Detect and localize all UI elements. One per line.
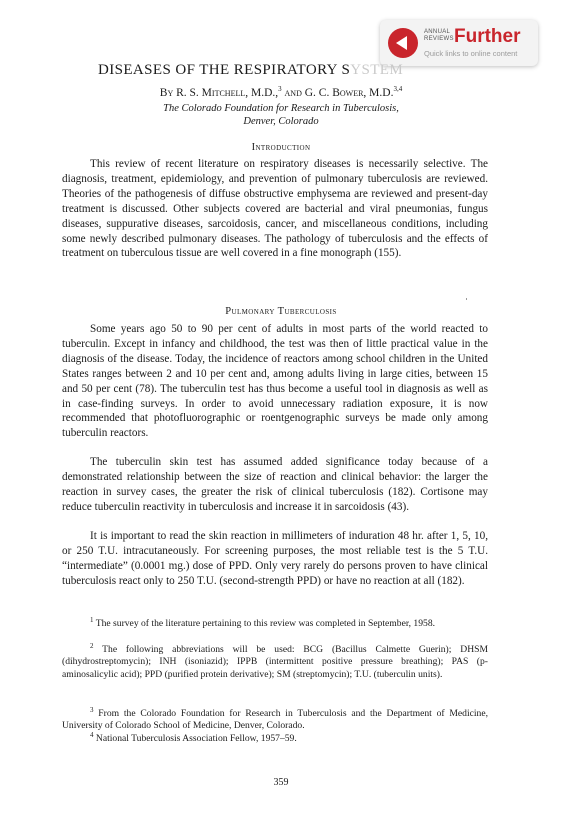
section-heading-pulmonary-tuberculosis: Pulmonary Tuberculosis [225,306,337,317]
footnote-3-number: 3 [90,705,94,714]
paragraph-tuberculin-incidence: Some years ago 50 to 90 per cent of adults in most parts of the world reacted to tuberculin. Except in infancy and childhood, the test was then of little practical value in the diagnosis of the disease. Today, the incidence of reactors among school children in the United States ranges between 2 and 10 per cent and, among adults living in large cities, between 15 and 50 per cent (78). The tuberculin test has thus become a useful tool in diagnosis as well as in case-finding surveys. In order to avoid unnecessary radiation exposure, it is now recommended that photofluorographic or roentgenographic surveys be made only among tuberculin reactors. [62,323,488,440]
annual-reviews-further-banner[interactable] [380,20,538,66]
footnote-2-number: 2 [90,641,94,650]
further-label[interactable]: Further [454,26,521,47]
author-mitchell: R. S. Mitchell, M.D., [176,87,279,99]
author-line [0,87,562,99]
page-number: 359 [273,777,289,788]
affiliation-line-1: The Colorado Foundation for Research in Tuberculosis, [163,103,399,114]
authors-prefix: By [159,87,177,99]
paragraph-reading-reaction: It is important to read the skin reaction in millimeters of induration 48 hr. after 1, 5, 10, or 250 T.U. intracutaneously. For screening purposes, the most reliable test is the 5 T.U. “intermediate” (0.0001 mg.) dose of PPD. Only very rarely do persons proven to have clinical tuberculosis react only to 250 T.U. (second-strength PPD) or have no reaction at all (182). [62,530,488,587]
section-heading-introduction: Introduction [251,142,311,153]
further-arrow-icon[interactable] [388,28,418,58]
footnote-4-number: 4 [90,730,94,739]
footnote-4 [62,730,488,745]
article-title-text: DISEASES OF THE RESPIRATORY S [98,62,351,78]
footnote-2-text: The following abbreviations will be used: BCG (Bacillus Calmette Guerin); DHSM (dihydrostreptomycin); INH (isoniazid); IPPB (intermittent positive pressure breathing); PAS (p-aminosalicylic acid); PPD (purified protein derivative); SM (streptomycin); T.U. (tuberculin units). [62,644,488,680]
paragraph-skin-test-significance: The tuberculin skin test has assumed added significance today because of a demonstrated relationship between the size of reaction and clinical behavior: the larger the reaction in survey cases, the greater the risk of clinical tuberculosis (182). Cortisone may reduce tuberculin reactivity in tuberculosis and increase it in sarcoidosis (43). [62,456,488,513]
footnote-2 [62,641,488,681]
footnote-4-text: National Tuberculosis Association Fellow, 1957–59. [93,733,297,744]
author1-footnote-ref: 3 [278,85,282,94]
footnote-3-text: From the Colorado Foundation for Research in Tuberculosis and the Department of Medicine, University of Colorado School of Medicine, Denver, Colorado. [62,708,488,732]
annual-reviews-label: ANNUAL REVIEWS [424,29,454,42]
stray-mark [466,298,467,300]
article-title [98,62,403,79]
footnote-1 [62,615,488,630]
affiliation [0,102,562,128]
paragraph-introduction: This review of recent literature on respiratory diseases is necessarily selective. The diagnosis, treatment, epidemiology, and prevention of pulmonary tuberculosis are reviewed. Theories of the pathogenesis of diffuse obstructive emphysema are reviewed and present-day treatment is discussed. Other subjects covered are bacterial and viral pneumonias, fungus diseases, suppurative diseases, sarcoidosis, cancer, and miscellaneous conditions, including some newly described pulmonary diseases. The pathology of tuberculosis and the effects of treatment on tuberculous tissue are well covered in a fine monograph (155). [62,158,488,260]
footnote-1-number: 1 [90,615,94,624]
footnote-1-text: The survey of the literature pertaining to this review was completed in September, 1958. [93,618,436,629]
quick-links-label: Quick links to online content [424,49,518,58]
footnote-3 [62,705,488,733]
affiliation-line-2: Denver, Colorado [243,116,319,127]
and-word: and [281,87,305,99]
article-title-obscured: YSTEM [350,62,404,78]
author-bower: G. C. Bower, M.D. [304,87,394,99]
author2-footnote-ref: 3,4 [393,85,403,94]
